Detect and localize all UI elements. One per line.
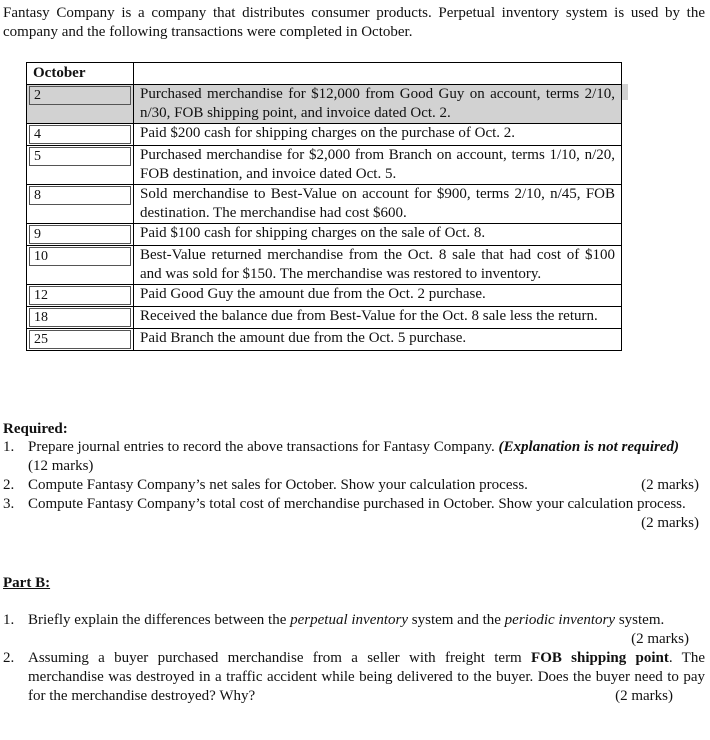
question-text: . The merchandise was destroyed in a traffic accident while being delivered to the buyer. Does the buyer need to pay for the merchandise destroyed? Why? bbox=[28, 650, 705, 704]
transaction-description-cell bbox=[134, 85, 622, 124]
transaction-date: 4 bbox=[29, 125, 131, 144]
transaction-description: Paid Branch the amount due from the Oct. 5 purchase. bbox=[140, 330, 467, 346]
required-item-number: 2. bbox=[3, 477, 15, 493]
transaction-description: Paid $100 cash for shipping charges on the sale of Oct. 8. bbox=[140, 225, 486, 241]
intro-paragraph: Fantasy Company is a company that distributes consumer products. Perpetual inventory system is used by the company and the following transactions were completed in October. bbox=[3, 5, 705, 40]
term-perpetual: perpetual inventory bbox=[290, 612, 409, 628]
required-item-text: Compute Fantasy Company’s total cost of merchandise purchased in October. Show your calculation process. bbox=[28, 496, 686, 512]
transaction-description: Sold merchandise to Best-Value on account for $900, terms 2/10, n/45, FOB destination. The merchandise had cost $600. bbox=[140, 186, 615, 221]
transaction-description: Purchased merchandise for $12,000 from Good Guy on account, terms 2/10, n/30, FOB shipping point, and invoice dated Oct. 2. bbox=[140, 86, 615, 121]
transaction-description: Paid $200 cash for shipping charges on the purchase of Oct. 2. bbox=[140, 125, 516, 141]
required-item-emphasis: (Explanation is not required) bbox=[498, 439, 679, 455]
transaction-date-cell bbox=[27, 146, 134, 185]
transaction-date: 9 bbox=[29, 225, 131, 244]
transaction-row bbox=[27, 307, 622, 329]
marks-label: (2 marks) bbox=[615, 688, 673, 704]
part-b-question-1 bbox=[3, 611, 705, 647]
transaction-date: 10 bbox=[29, 247, 131, 266]
question-number: 1. bbox=[3, 612, 15, 628]
part-b-question-2 bbox=[3, 649, 705, 706]
required-heading: Required: bbox=[3, 421, 68, 437]
transaction-date-cell bbox=[27, 307, 134, 329]
transaction-row bbox=[27, 224, 622, 246]
transaction-date-cell bbox=[27, 185, 134, 224]
part-b-list bbox=[3, 611, 705, 706]
transaction-date-cell bbox=[27, 85, 134, 124]
required-item-number: 3. bbox=[3, 496, 15, 512]
transaction-description-cell bbox=[134, 329, 622, 351]
part-b-heading: Part B: bbox=[3, 575, 51, 591]
transaction-description: Best-Value returned merchandise from the Oct. 8 sale that had cost of $100 and was sold for $150. The merchandise was restored to inventory. bbox=[140, 247, 615, 282]
marks-label: (12 marks) bbox=[28, 458, 94, 474]
marks-label: (2 marks) bbox=[641, 515, 699, 531]
question-text: Briefly explain the differences between the bbox=[28, 612, 287, 628]
transaction-description: Purchased merchandise for $2,000 from Branch on account, terms 1/10, n/20, FOB destination, and invoice dated Oct. 5. bbox=[140, 147, 615, 182]
transaction-date-cell bbox=[27, 285, 134, 307]
transaction-description-cell bbox=[134, 307, 622, 329]
transaction-row bbox=[27, 246, 622, 285]
transaction-date: 18 bbox=[29, 308, 131, 327]
transaction-date-cell bbox=[27, 329, 134, 351]
required-item-3 bbox=[3, 495, 705, 531]
required-item-number: 1. bbox=[3, 439, 15, 455]
transactions-table bbox=[26, 62, 622, 351]
transaction-date: 25 bbox=[29, 330, 131, 349]
transaction-row bbox=[27, 124, 622, 146]
question-text: Assuming a buyer purchased merchandise from a seller with freight term bbox=[28, 650, 522, 666]
transaction-date-cell bbox=[27, 246, 134, 285]
required-item-text: Prepare journal entries to record the above transactions for Fantasy Company. bbox=[28, 439, 495, 455]
required-item-text: Compute Fantasy Company’s net sales for October. Show your calculation process. bbox=[28, 477, 528, 493]
table-header-row bbox=[27, 63, 622, 85]
table-header-october: October bbox=[27, 63, 134, 85]
transaction-date: 5 bbox=[29, 147, 131, 166]
transaction-date: 8 bbox=[29, 186, 131, 205]
transaction-description: Received the balance due from Best-Value for the Oct. 8 sale less the return. bbox=[140, 308, 598, 324]
transaction-row bbox=[27, 85, 622, 124]
required-item-2 bbox=[3, 476, 705, 495]
transaction-description: Paid Good Guy the amount due from the Oct. 2 purchase. bbox=[140, 286, 486, 302]
term-periodic: periodic inventory bbox=[504, 612, 616, 628]
transaction-description-cell bbox=[134, 246, 622, 285]
required-item-1 bbox=[3, 438, 705, 476]
transaction-date-cell bbox=[27, 224, 134, 246]
question-text: system and the bbox=[411, 612, 501, 628]
transaction-date: 12 bbox=[29, 286, 131, 305]
transaction-row bbox=[27, 146, 622, 185]
marks-label: (2 marks) bbox=[641, 477, 699, 493]
transaction-description-cell bbox=[134, 285, 622, 307]
transaction-description-cell bbox=[134, 146, 622, 185]
transaction-description-cell bbox=[134, 224, 622, 246]
transaction-row bbox=[27, 285, 622, 307]
transaction-date-cell bbox=[27, 124, 134, 146]
transaction-date: 2 bbox=[29, 86, 131, 105]
question-text: system. bbox=[618, 612, 665, 628]
term-fob-shipping-point: FOB shipping point bbox=[531, 650, 669, 666]
marks-label: (2 marks) bbox=[631, 631, 689, 647]
table-header-description bbox=[134, 63, 622, 85]
transaction-description-cell bbox=[134, 185, 622, 224]
transaction-description-cell bbox=[134, 124, 622, 146]
required-list bbox=[3, 438, 705, 533]
transaction-row bbox=[27, 329, 622, 351]
question-number: 2. bbox=[3, 650, 15, 666]
transaction-row bbox=[27, 185, 622, 224]
